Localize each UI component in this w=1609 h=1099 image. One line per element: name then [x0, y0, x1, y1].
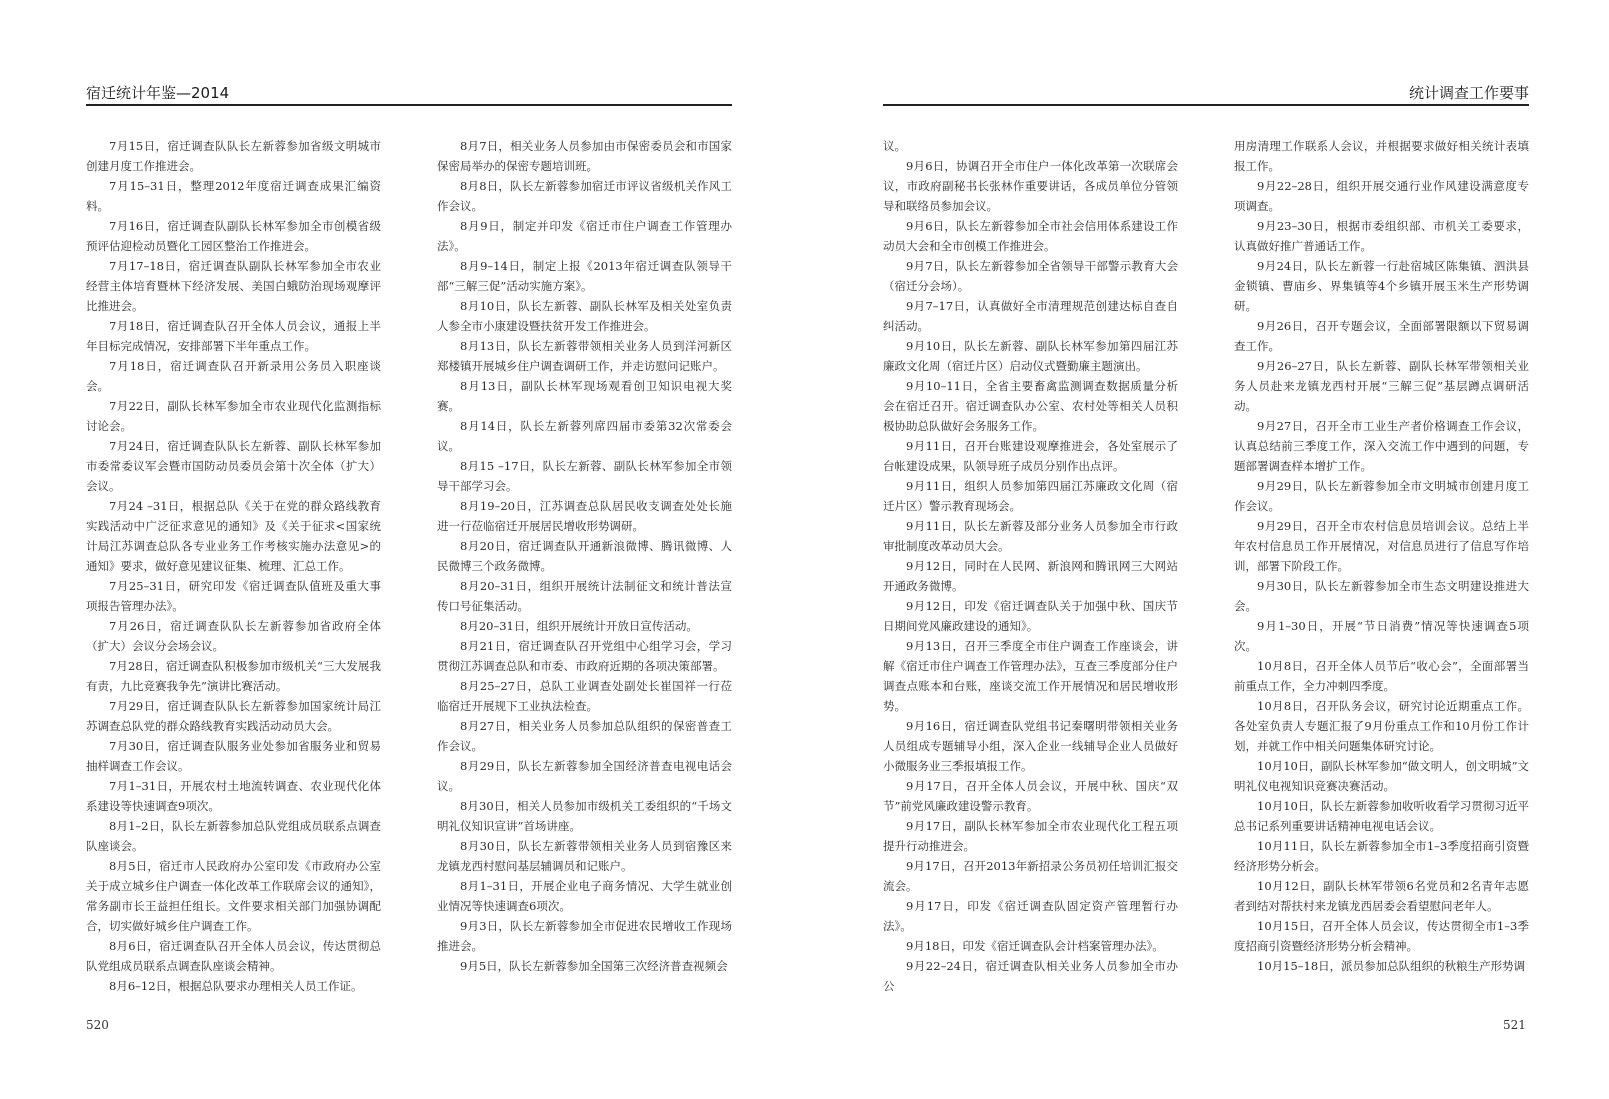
left-page-column-1 [86, 136, 381, 996]
chronicle-entry: 9月6日，队长左新蓉参加全市社会信用体系建设工作动员大会和全市创模工作推进会。 [883, 219, 1178, 253]
page-number-left: 520 [86, 1018, 109, 1032]
chronicle-entry: 7月22日，副队长林军参加全市农业现代化监测指标讨论会。 [86, 399, 381, 433]
chronicle-entry: 9月29日，召开全市农村信息员培训会议。总结上半年农村信息员工作开展情况，对信息员进行了信息写作培训，部署下阶段工作。 [1234, 519, 1529, 573]
right-page-column-2-entries [1234, 176, 1529, 976]
left-page [0, 0, 804, 1099]
chronicle-entry: 8月20–31日，组织开展统计法制征文和统计普法宣传口号征集活动。 [437, 579, 732, 613]
chronicle-entry: 9月17日，召开2013年新招录公务员初任培训汇报交流会。 [883, 859, 1178, 893]
chronicle-entry: 8月29日，队长左新蓉参加全国经济普查电视电话会议。 [437, 759, 732, 793]
left-page-column-2 [437, 136, 732, 976]
continued-paragraph: 用房清理工作联系人会议，并根据要求做好相关统计表填报工作。 [1234, 139, 1529, 173]
chronicle-entry: 9月11日，召开台账建设观摩推进会，各处室展示了台帐建设成果，队领导班子成员分别作出点评。 [883, 439, 1178, 473]
chronicle-entry: 7月15–31日，整理2012年度宿迁调查成果汇编资料。 [86, 179, 381, 213]
chronicle-entry: 9月11日，队长左新蓉及部分业务人员参加全市行政审批制度改革动员大会。 [883, 519, 1178, 553]
chronicle-entry: 7月28日，宿迁调查队积极参加市级机关“三大发展我有责，九比竞赛我争先”演讲比赛活动。 [86, 659, 381, 693]
running-header-left: 宿迁统计年鉴—2014 [86, 84, 230, 102]
chronicle-entry: 8月10日，队长左新蓉、副队长林军及相关处室负责人参全市小康建设暨扶贫开发工作推进会。 [437, 299, 732, 333]
chronicle-entry: 9月3日，队长左新蓉参加全市促进农民增收工作现场推进会。 [437, 919, 732, 953]
chronicle-entry: 8月1–2日，队长左新蓉参加总队党组成员联系点调查队座谈会。 [86, 819, 381, 853]
chronicle-entry: 8月1–31日，开展企业电子商务情况、大学生就业创业情况等快速调查6项次。 [437, 879, 732, 913]
chronicle-entry: 9月27日，召开全市工业生产者价格调查工作会议，认真总结前三季度工作，深入交流工作中遇到的问题，专题部署调查样本增扩工作。 [1234, 419, 1529, 473]
running-header-right: 统计调查工作要事 [1408, 84, 1529, 102]
chronicle-entry: 7月24日，宿迁调查队队长左新蓉、副队长林军参加市委常委议军会暨市国防动员委员会第十次全体（扩大）会议。 [86, 439, 381, 493]
chronicle-entry: 8月15 –17日，队长左新蓉、副队长林军参加全市领导干部学习会。 [437, 459, 732, 493]
chronicle-entry: 9月10日，队长左新蓉、副队长林军参加第四届江苏廉政文化周（宿迁片区）启动仪式暨勤廉主题演出。 [883, 339, 1178, 373]
chronicle-entry: 7月30日，宿迁调查队服务业处参加省服务业和贸易抽样调查工作会议。 [86, 739, 381, 773]
chronicle-entry: 7月16日，宿迁调查队副队长林军参加全市创模省级预评估迎检动员暨化工园区整治工作推进会。 [86, 219, 381, 253]
chronicle-entry: 7月26日，宿迁调查队队长左新蓉参加省政府全体（扩大）会议分会场会议。 [86, 619, 381, 653]
right-page [805, 0, 1609, 1099]
chronicle-entry: 9月5日，队长左新蓉参加全国第三次经济普查视频会 [460, 959, 728, 973]
chronicle-entry: 10月10日，队长左新蓉参加收听收看学习贯彻习近平总书记系列重要讲话精神电视电话会议。 [1234, 799, 1529, 833]
chronicle-entry: 8月30日，相关人员参加市级机关工委组织的“千场文明礼仪知识宣讲”首场讲座。 [437, 799, 732, 833]
chronicle-entry: 10月12日，副队长林军带领6名党员和2名青年志愿者到结对帮扶村来龙镇龙西居委会看望慰问老年人。 [1234, 879, 1529, 913]
chronicle-entry: 8月30日，队长左新蓉带领相关业务人员到宿豫区来龙镇龙西村慰问基层辅调员和记账户。 [437, 839, 732, 873]
chronicle-entry: 8月13日，副队长林军现场观看创卫知识电视大奖赛。 [437, 379, 732, 413]
chronicle-entry: 9月6日，协调召开全市住户一体化改革第一次联席会议，市政府副秘书长张林作重要讲话，各成员单位分管领导和联络员参加会议。 [883, 159, 1178, 213]
chronicle-entry: 9月17日，印发《宿迁调查队固定资产管理暂行办法》。 [883, 899, 1178, 933]
chronicle-entry: 10月8日，召开队务会议，研究讨论近期重点工作。各处室负责人专题汇报了9月份重点工作和10月份工作计划，并就工作中相关问题集体研究讨论。 [1234, 699, 1529, 753]
chronicle-entry: 8月5日，宿迁市人民政府办公室印发《市政府办公室关于成立城乡住户调查一体化改革工作联席会议的通知》，常务副市长王益担任组长。文件要求相关部门加强协调配合，切实做好城乡住户调查工作。 [86, 859, 381, 933]
chronicle-entry: 8月7日，相关业务人员参加由市保密委员会和市国家保密局举办的保密专题培训班。 [437, 139, 732, 173]
chronicle-entry: 9月30日，队长左新蓉参加全市生态文明建设推进大会。 [1234, 579, 1529, 613]
chronicle-entry: 9月24日，队长左新蓉一行赴宿城区陈集镇、泗洪县金锁镇、曹庙乡、界集镇等4个乡镇开展玉米生产形势调研。 [1234, 259, 1529, 313]
chronicle-entry: 9月29日，队长左新蓉参加全市文明城市创建月度工作会议。 [1234, 479, 1529, 513]
chronicle-entry: 8月9–14日，制定上报《2013年宿迁调查队领导干部“三解三促”活动实施方案》。 [437, 259, 732, 293]
chronicle-entry: 8月25–27日，总队工业调查处副处长崔国祥一行莅临宿迁开展规下工业执法检查。 [437, 679, 732, 713]
chronicle-entry: 8月13日，队长左新蓉带领相关业务人员到洋河新区郑楼镇开展城乡住户调查调研工作，并走访慰问记账户。 [437, 339, 732, 373]
chronicle-entry: 10月15日，召开全体人员会议，传达贯彻全市1–3季度招商引资暨经济形势分析会精神。 [1234, 919, 1529, 953]
chronicle-entry: 8月21日，宿迁调查队召开党组中心组学习会，学习贯彻江苏调查总队和市委、市政府近期的各项决策部署。 [437, 639, 732, 673]
header-rule-left [86, 104, 732, 106]
chronicle-entry: 7月1–31日，开展农村土地流转调查、农业现代化体系建设等快速调查9项次。 [86, 779, 381, 813]
chronicle-entry: 10月10日，副队长林军参加“做文明人，创文明城”文明礼仪电视知识竞赛决赛活动。 [1234, 759, 1529, 793]
chronicle-entry: 8月6–12日，根据总队要求办理相关人员工作证。 [109, 979, 363, 993]
chronicle-entry: 8月6日，宿迁调查队召开全体人员会议，传达贯彻总队党组成员联系点调查队座谈会精神。 [86, 939, 381, 973]
page-number-right: 521 [1503, 1018, 1526, 1032]
chronicle-entry: 8月8日，队长左新蓉参加宿迁市评议省级机关作风工作会议。 [437, 179, 732, 213]
chronicle-entry: 10月11日，队长左新蓉参加全市1–3季度招商引资暨经济形势分析会。 [1234, 839, 1529, 873]
chronicle-entry: 9月17日，召开全体人员会议，开展中秋、国庆“双节”前党风廉政建设警示教育。 [883, 779, 1178, 813]
chronicle-entry: 9月22–28日，组织开展交通行业作风建设满意度专项调查。 [1234, 179, 1529, 213]
chronicle-entry: 9月13日，召开三季度全市住户调查工作座谈会，讲解《宿迁市住户调查工作管理办法》，互查三季度部分住户调查点账本和台账，座谈交流工作开展情况和居民增收形势。 [883, 639, 1178, 713]
chronicle-entry: 8月20–31日，组织开展统计开放日宣传活动。 [460, 619, 698, 633]
header-rule-right [883, 104, 1529, 106]
chronicle-entry: 9月16日，宿迁调查队党组书记秦曙明带领相关业务人员组成专题辅导小组，深入企业一线辅导企业人员做好小微服务业三季报填报工作。 [883, 719, 1178, 773]
chronicle-entry: 7月29日，宿迁调查队队长左新蓉参加国家统计局江苏调查总队党的群众路线教育实践活动动员大会。 [86, 699, 381, 733]
chronicle-entry: 9月1–30日，开展“节日消费”情况等快速调查5项次。 [1234, 619, 1529, 653]
chronicle-entry: 9月23–30日，根据市委组织部、市机关工委要求，认真做好推广普通话工作。 [1234, 219, 1529, 253]
chronicle-entry: 9月10–11日，全省主要畜禽监测调查数据质量分析会在宿迁召开。宿迁调查队办公室、农村处等相关人员积极协助总队做好会务服务工作。 [883, 379, 1178, 433]
chronicle-entry: 9月12日，印发《宿迁调查队关于加强中秋、国庆节日期间党风廉政建设的通知》。 [883, 599, 1178, 633]
chronicle-entry: 9月26–27日，队长左新蓉、副队长林军带领相关业务人员赴来龙镇龙西村开展“三解三促”基层蹲点调研活动。 [1234, 359, 1529, 413]
chronicle-entry: 7月25–31日，研究印发《宿迁调查队值班及重大事项报告管理办法》。 [86, 579, 381, 613]
chronicle-entry: 8月14日，队长左新蓉列席四届市委第32次常委会议。 [437, 419, 732, 453]
chronicle-entry: 7月17–18日，宿迁调查队副队长林军参加全市农业经营主体培育暨林下经济发展、美国白蛾防治现场观摩评比推进会。 [86, 259, 381, 313]
chronicle-entry: 8月27日，相关业务人员参加总队组织的保密普查工作会议。 [437, 719, 732, 753]
right-page-column-1-entries [883, 156, 1178, 996]
chronicle-entry: 9月7–17日，认真做好全市清理规范创建达标自查自纠活动。 [883, 299, 1178, 333]
chronicle-entry: 9月12日，同时在人民网、新浪网和腾讯网三大网站开通政务微博。 [883, 559, 1178, 593]
right-page-column-2 [1234, 136, 1529, 976]
chronicle-entry: 9月22–24日，宿迁调查队相关业务人员参加全市办公 [883, 959, 1178, 993]
chronicle-entry: 7月24 –31日，根据总队《关于在党的群众路线教育实践活动中广泛征求意见的通知》及《关于征求<国家统计局江苏调查总队各专业业务工作考核实施办法意见>的通知》要求，做好意见建议征集、梳理、汇总工作。 [86, 499, 381, 573]
chronicle-entry: 7月18日，宿迁调查队召开新录用公务员入职座谈会。 [86, 359, 381, 393]
chronicle-entry: 9月17日，副队长林军参加全市农业现代化工程五项提升行动推进会。 [883, 819, 1178, 853]
chronicle-entry: 8月9日，制定并印发《宿迁市住户调查工作管理办法》。 [437, 219, 732, 253]
chronicle-entry: 8月19–20日，江苏调查总队居民收支调查处处长施进一行莅临宿迁开展居民增收形势调研。 [437, 499, 732, 533]
chronicle-entry: 9月18日，印发《宿迁调查队会计档案管理办法》。 [906, 939, 1164, 953]
chronicle-entry: 9月11日，组织人员参加第四届江苏廉政文化周（宿迁片区）警示教育现场会。 [883, 479, 1178, 513]
chronicle-entry: 7月18日，宿迁调查队召开全体人员会议，通报上半年目标完成情况，安排部署下半年重点工作。 [86, 319, 381, 353]
continued-paragraph: 议。 [883, 139, 906, 153]
chronicle-entry: 10月15–18日，派员参加总队组织的秋粮生产形势调 [1257, 959, 1526, 973]
chronicle-entry: 8月20日，宿迁调查队开通新浪微博、腾讯微博、人民微博三个政务微博。 [437, 539, 732, 573]
chronicle-entry: 9月26日，召开专题会议，全面部署限额以下贸易调查工作。 [1234, 319, 1529, 353]
right-page-column-1 [883, 136, 1178, 996]
chronicle-entry: 9月7日，队长左新蓉参加全省领导干部警示教育大会（宿迁分会场）。 [883, 259, 1178, 293]
chronicle-entry: 10月8日，召开全体人员节后“收心会”，全面部署当前重点工作，全力冲刺四季度。 [1234, 659, 1529, 693]
chronicle-entry: 7月15日，宿迁调查队队长左新蓉参加省级文明城市创建月度工作推进会。 [86, 139, 381, 173]
